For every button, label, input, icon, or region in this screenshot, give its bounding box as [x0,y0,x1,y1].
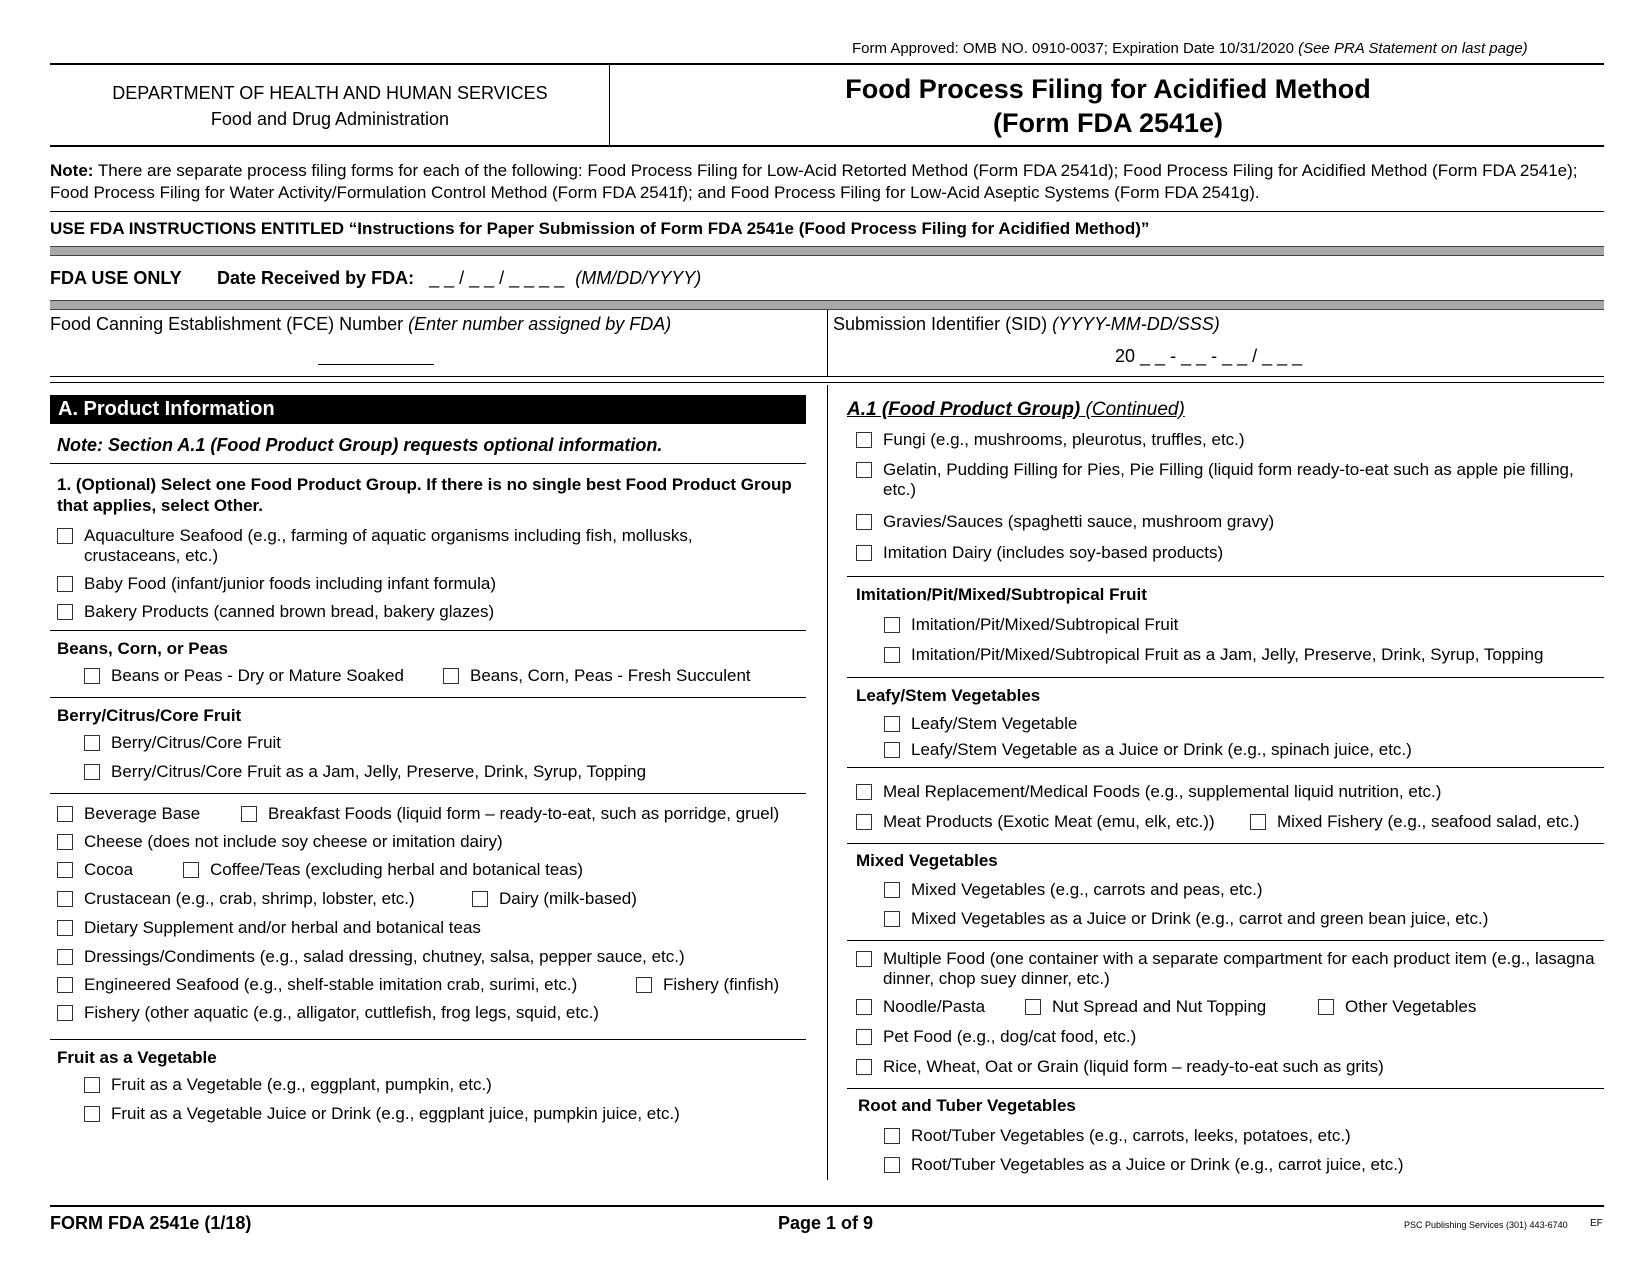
option-label: Dairy (milk-based) [499,889,637,908]
option-beverage-base[interactable] [57,804,200,824]
option-label: Mixed Vegetables as a Juice or Drink (e.g., carrot and green bean juice, etc.) [911,909,1489,928]
right-rule-6 [847,1088,1604,1089]
option-berry-fruit[interactable] [84,733,281,753]
checkbox[interactable] [84,764,100,780]
checkbox[interactable] [183,862,199,878]
footer-publisher: PSC Publishing Services (301) 443-6740 [1404,1220,1568,1230]
option-label: Crustacean (e.g., crab, shrimp, lobster, etc.) [84,889,415,908]
form-title-line1: Food Process Filing for Acidified Method [845,74,1371,104]
option-pet-food[interactable] [856,1027,1136,1047]
option-label: Gravies/Sauces (spaghetti sauce, mushroom gravy) [883,512,1275,531]
option-label: Berry/Citrus/Core Fruit [111,733,282,752]
footer-page-number: Page 1 of 9 [778,1213,874,1233]
form-title [612,72,1604,140]
option-baby-food[interactable] [57,574,496,594]
header-bottom-rule [50,145,1604,147]
option-imit-fruit-jam[interactable] [884,645,1543,665]
option-label: Beans or Peas - Dry or Mature Soaked [111,666,404,685]
sid-label [833,314,1220,335]
checkbox[interactable] [1250,814,1266,830]
checkbox[interactable] [856,784,872,800]
left-rule-2 [50,630,806,631]
checkbox[interactable] [57,806,73,822]
checkbox[interactable] [84,1077,100,1093]
sid-rule [50,376,1604,377]
option-label: Imitation/Pit/Mixed/Subtropical Fruit [911,615,1179,634]
left-rule-3 [50,697,806,698]
option-label: Meal Replacement/Medical Foods (e.g., supplemental liquid nutrition, etc.) [883,782,1442,801]
checkbox[interactable] [57,977,73,993]
option-label: Cheese (does not include soy cheese or imitation dairy) [84,832,503,851]
option-label: Fungi (e.g., mushrooms, pleurotus, truffles, etc.) [883,430,1245,449]
option-fruit-veg-juice[interactable] [84,1104,680,1124]
checkbox[interactable] [57,834,73,850]
checkbox[interactable] [1025,999,1041,1015]
option-fishery-other[interactable] [57,1003,599,1023]
continued-suffix: (Continued) [1085,399,1185,420]
option-label: Fruit as a Vegetable (e.g., eggplant, pumpkin, etc.) [111,1075,492,1094]
date-format-hint: (MM/DD/YYYY) [575,268,702,288]
checkbox[interactable] [1318,999,1334,1015]
checkbox[interactable] [884,1128,900,1144]
option-label: Engineered Seafood (e.g., shelf-stable imitation crab, surimi, etc.) [84,975,578,994]
omb-note: (See PRA Statement on last page) [1298,40,1528,57]
option-label: Root/Tuber Vegetables (e.g., carrots, leeks, potatoes, etc.) [911,1126,1351,1145]
option-beans-dry[interactable] [84,666,404,686]
sid-field[interactable] [1115,346,1302,367]
omb-text: Form Approved: OMB NO. 0910-0037; Expiration Date 10/31/2020 [852,40,1294,57]
department-name: DEPARTMENT OF HEALTH AND HUMAN SERVICES [112,83,548,103]
checkbox[interactable] [856,1059,872,1075]
checkbox[interactable] [856,814,872,830]
checkbox[interactable] [57,576,73,592]
option-label: Beverage Base [84,804,201,823]
checkbox[interactable] [84,735,100,751]
fce-hint: (Enter number assigned by FDA) [408,314,672,334]
group-root: Root and Tuber Vegetables [858,1096,1076,1115]
option-label: Noodle/Pasta [883,997,986,1016]
checkbox[interactable] [636,977,652,993]
option-beans-fresh[interactable] [443,666,751,686]
footer-ef: EF [1590,1218,1603,1229]
option-label: Cocoa [84,860,134,879]
option-label: Mixed Fishery (e.g., seafood salad, etc.) [1277,812,1580,831]
footer-rule [50,1205,1604,1207]
separate-forms-note [50,160,1604,204]
checkbox[interactable] [443,668,459,684]
option-fishery-finfish[interactable] [636,975,779,995]
option-label: Baby Food (infant/junior foods including infant formula) [84,574,497,593]
option-multiple-food[interactable] [856,949,1596,989]
checkbox[interactable] [57,604,73,620]
group-beans: Beans, Corn, or Peas [57,639,229,658]
sid-rule-2 [50,382,1604,383]
option-label: Pet Food (e.g., dog/cat food, etc.) [883,1027,1137,1046]
option-cheese[interactable] [57,832,503,852]
option-fungi[interactable] [856,430,1245,450]
omb-statement [852,40,1528,57]
checkbox[interactable] [57,1005,73,1021]
note-rule [50,211,1604,212]
fce-label-text: Food Canning Establishment (FCE) Number [50,314,404,334]
left-rule-4 [50,793,806,794]
option-nut-spread[interactable] [1025,997,1266,1017]
group-leafy: Leafy/Stem Vegetables [856,686,1041,705]
option-bakery[interactable] [57,602,494,622]
checkbox[interactable] [57,949,73,965]
option-label: Root/Tuber Vegetables as a Juice or Drink (e.g., carrot juice, etc.) [911,1155,1404,1174]
checkbox[interactable] [84,1106,100,1122]
fce-label [50,314,671,335]
checkbox[interactable] [472,891,488,907]
option-root[interactable] [884,1126,1351,1146]
agency-name: Food and Drug Administration [210,109,450,129]
option-label: Fishery (finfish) [663,975,780,994]
option-label: Coffee/Teas (excluding herbal and botanical teas) [210,860,583,879]
section-a-note: Note: Section A.1 (Food Product Group) requests optional information. [57,435,663,455]
fda-use-only: FDA USE ONLY [50,268,182,288]
note-label: Note: [50,161,94,180]
right-rule-5 [847,940,1604,941]
option-label: Imitation/Pit/Mixed/Subtropical Fruit as a Jam, Jelly, Preserve, Drink, Syrup, Topping [911,645,1544,664]
checkbox[interactable] [57,891,73,907]
option-mixed-veg-juice[interactable] [884,909,1488,929]
option-root-juice[interactable] [884,1155,1404,1175]
shaded-band [50,246,1604,256]
option-label: Rice, Wheat, Oat or Grain (liquid form – ready-to-eat such as grits) [883,1057,1384,1076]
option-berry-jam[interactable] [84,762,646,782]
sid-hint: (YYYY-MM-DD/SSS) [1052,314,1220,334]
option-label: Nut Spread and Nut Topping [1052,997,1267,1016]
checkbox[interactable] [856,462,872,478]
column-divider [827,385,828,1180]
option-label: Berry/Citrus/Core Fruit as a Jam, Jelly, Preserve, Drink, Syrup, Topping [111,762,647,781]
checkbox[interactable] [884,716,900,732]
option-gravies[interactable] [856,512,1274,532]
right-rule-4 [847,843,1604,844]
checkbox[interactable] [884,882,900,898]
sid-prefix: 20 [1115,346,1136,366]
group-berry: Berry/Citrus/Core Fruit [57,706,242,725]
right-rule-3 [847,767,1604,768]
option-label: Meat Products (Exotic Meat (emu, elk, etc.)) [883,812,1215,831]
fce-number-field[interactable] [318,364,434,365]
instructions-line: USE FDA INSTRUCTIONS ENTITLED “Instructions for Paper Submission of Form FDA 2541e (Food Process Filing for Acidified Method)” [50,219,1150,238]
question-1: 1. (Optional) Select one Food Product Group. If there is no single best Food Product Group that applies, select Other. [57,475,792,515]
checkbox[interactable] [856,1029,872,1045]
option-leafy[interactable] [884,714,1077,734]
option-meat[interactable] [856,812,1215,832]
option-rice[interactable] [856,1057,1384,1077]
option-label: Other Vegetables [1345,997,1477,1016]
option-imitation-dairy[interactable] [856,543,1223,563]
option-coffee[interactable] [183,860,583,880]
option-label: Dressings/Condiments (e.g., salad dressing, chutney, salsa, pepper sauce, etc.) [84,947,685,966]
option-label: Fruit as a Vegetable Juice or Drink (e.g., eggplant juice, pumpkin juice, etc.) [111,1104,680,1123]
option-dietary[interactable] [57,918,481,938]
date-received-row [217,268,701,289]
option-imit-fruit[interactable] [884,615,1178,635]
option-cocoa[interactable] [57,860,133,880]
option-label: Multiple Food (one container with a separate compartment for each product item (e.g., lasagna dinner, chop suey dinner, etc.) [883,949,1595,988]
option-label: Dietary Supplement and/or herbal and botanical teas [84,918,481,937]
date-received-field[interactable]: _ _ / _ _ / _ _ _ _ [429,268,565,288]
option-engineered-seafood[interactable] [57,975,577,995]
option-label: Mixed Vegetables (e.g., carrots and peas, etc.) [911,880,1263,899]
option-mixed-veg[interactable] [884,880,1263,900]
checkbox[interactable] [856,432,872,448]
checkbox[interactable] [84,668,100,684]
continued-title-main: A.1 (Food Product Group) [847,399,1081,420]
note-text: There are separate process filing forms for each of the following: Food Process Filing for Low-Acid Retorted Method (Form FDA 2541d); Food Process Filing for Acidified Method (Form FDA 2541e); Food Process Filing for Water Activity/Formulation Control Method (Form FDA 2541f); and Food Process Filing for Low-Acid Aseptic Systems (Form FDA 2541g). [50,161,1578,202]
checkbox[interactable] [884,911,900,927]
checkbox[interactable] [856,951,872,967]
right-rule-1 [847,576,1604,577]
checkbox[interactable] [57,862,73,878]
checkbox[interactable] [884,647,900,663]
option-meal-replacement[interactable] [856,782,1441,802]
option-label: Gelatin, Pudding Filling for Pies, Pie Filling (liquid form ready-to-eat such as apple pie filling, etc.) [883,460,1574,499]
checkbox[interactable] [856,999,872,1015]
option-noodle[interactable] [856,997,985,1017]
continued-title [847,399,1185,421]
checkbox[interactable] [57,920,73,936]
checkbox[interactable] [884,617,900,633]
checkbox[interactable] [241,806,257,822]
checkbox[interactable] [884,1157,900,1173]
group-imitation-fruit: Imitation/Pit/Mixed/Subtropical Fruit [856,585,1147,604]
right-rule-2 [847,677,1604,678]
option-gelatin[interactable] [856,460,1596,500]
sid-blank: _ _ - _ _ - _ _ / _ _ _ [1140,346,1303,366]
date-received-label: Date Received by FDA: [217,268,415,288]
fce-sid-divider [827,310,828,376]
option-label: Breakfast Foods (liquid form – ready-to-eat, such as porridge, gruel) [268,804,780,823]
checkbox[interactable] [884,742,900,758]
checkbox[interactable] [57,528,73,544]
group-mixed-veg: Mixed Vegetables [856,851,998,870]
section-a-header: A. Product Information [50,395,806,424]
left-rule-1 [50,463,806,464]
header-top-rule [50,63,1604,65]
option-aquaculture[interactable] [57,526,777,566]
option-fruit-veg[interactable] [84,1075,492,1095]
option-dressings[interactable] [57,947,685,967]
checkbox[interactable] [856,514,872,530]
option-dairy[interactable] [472,889,637,909]
option-label: Leafy/Stem Vegetable as a Juice or Drink (e.g., spinach juice, etc.) [911,740,1412,759]
department-block [50,80,610,132]
option-label: Imitation Dairy (includes soy-based products) [883,543,1224,562]
option-leafy-juice[interactable] [884,740,1412,760]
option-mixed-fishery[interactable] [1250,812,1579,832]
option-label: Beans, Corn, Peas - Fresh Succulent [470,666,751,685]
form-title-line2: (Form FDA 2541e) [992,108,1224,138]
checkbox[interactable] [856,545,872,561]
group-fruit-veg: Fruit as a Vegetable [57,1048,217,1067]
footer-form-id: FORM FDA 2541e (1/18) [50,1213,252,1233]
option-label: Bakery Products (canned brown bread, bakery glazes) [84,602,495,621]
sid-label-text: Submission Identifier (SID) [833,314,1048,334]
option-label: Fishery (other aquatic (e.g., alligator, cuttlefish, frog legs, squid, etc.) [84,1003,599,1022]
option-label: Aquaculture Seafood (e.g., farming of aquatic organisms including fish, mollusks, crustaceans, etc.) [84,526,693,565]
option-other-veg[interactable] [1318,997,1476,1017]
option-breakfast[interactable] [241,804,779,824]
option-label: Leafy/Stem Vegetable [911,714,1078,733]
option-crustacean[interactable] [57,889,415,909]
left-rule-5 [50,1039,806,1040]
shaded-band-2 [50,300,1604,310]
